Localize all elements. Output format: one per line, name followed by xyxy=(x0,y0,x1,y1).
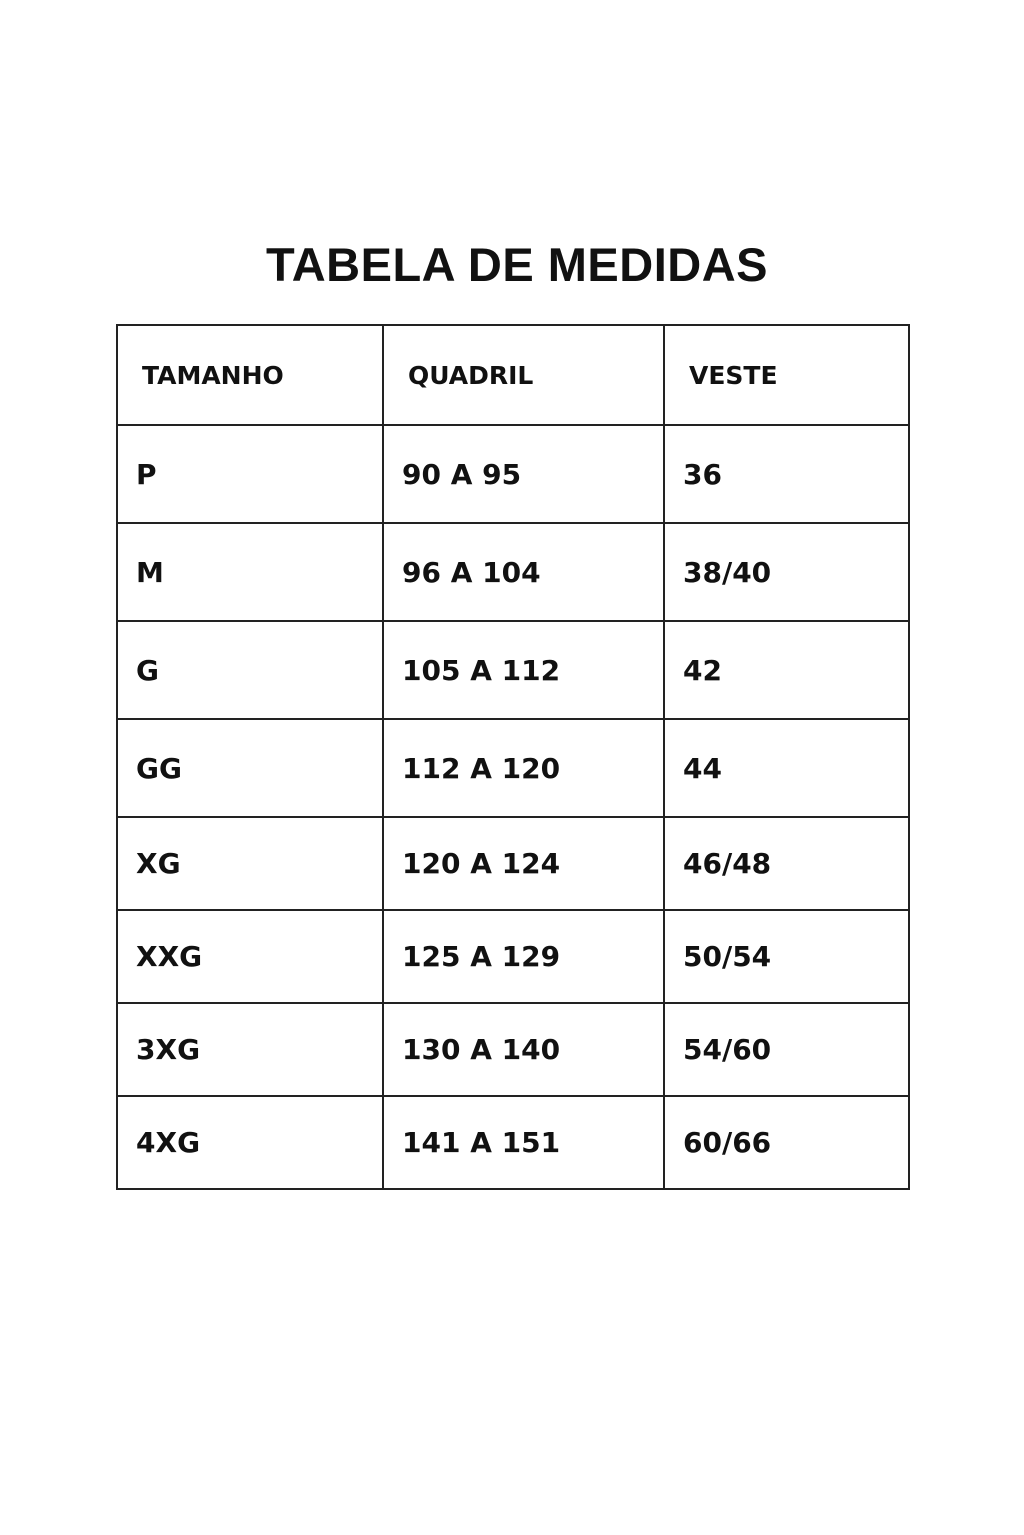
cell-tamanho: XXG xyxy=(117,910,383,1003)
page-title: TABELA DE MEDIDAS xyxy=(266,238,768,291)
cell-quadril: 105 A 112 xyxy=(383,621,664,719)
cell-tamanho: GG xyxy=(117,719,383,817)
cell-tamanho: M xyxy=(117,523,383,621)
header-veste: VESTE xyxy=(664,325,909,425)
table-row xyxy=(117,910,909,1003)
cell-veste: 36 xyxy=(664,425,909,523)
cell-quadril: 90 A 95 xyxy=(383,425,664,523)
header-tamanho: TAMANHO xyxy=(117,325,383,425)
cell-veste: 44 xyxy=(664,719,909,817)
cell-veste: 50/54 xyxy=(664,910,909,1003)
cell-tamanho: 4XG xyxy=(117,1096,383,1189)
cell-quadril: 130 A 140 xyxy=(383,1003,664,1096)
header-quadril: QUADRIL xyxy=(383,325,664,425)
table-row xyxy=(117,719,909,817)
table-row xyxy=(117,1096,909,1189)
cell-quadril: 120 A 124 xyxy=(383,817,664,910)
cell-tamanho: 3XG xyxy=(117,1003,383,1096)
table-header-row xyxy=(117,325,909,425)
table-row xyxy=(117,523,909,621)
table-row xyxy=(117,425,909,523)
cell-veste: 60/66 xyxy=(664,1096,909,1189)
cell-tamanho: P xyxy=(117,425,383,523)
cell-veste: 38/40 xyxy=(664,523,909,621)
cell-quadril: 112 A 120 xyxy=(383,719,664,817)
cell-quadril: 125 A 129 xyxy=(383,910,664,1003)
cell-quadril: 141 A 151 xyxy=(383,1096,664,1189)
cell-tamanho: XG xyxy=(117,817,383,910)
cell-tamanho: G xyxy=(117,621,383,719)
cell-veste: 54/60 xyxy=(664,1003,909,1096)
table-row xyxy=(117,817,909,910)
cell-veste: 42 xyxy=(664,621,909,719)
table-row xyxy=(117,621,909,719)
size-table xyxy=(116,324,910,1190)
cell-quadril: 96 A 104 xyxy=(383,523,664,621)
table-row xyxy=(117,1003,909,1096)
cell-veste: 46/48 xyxy=(664,817,909,910)
